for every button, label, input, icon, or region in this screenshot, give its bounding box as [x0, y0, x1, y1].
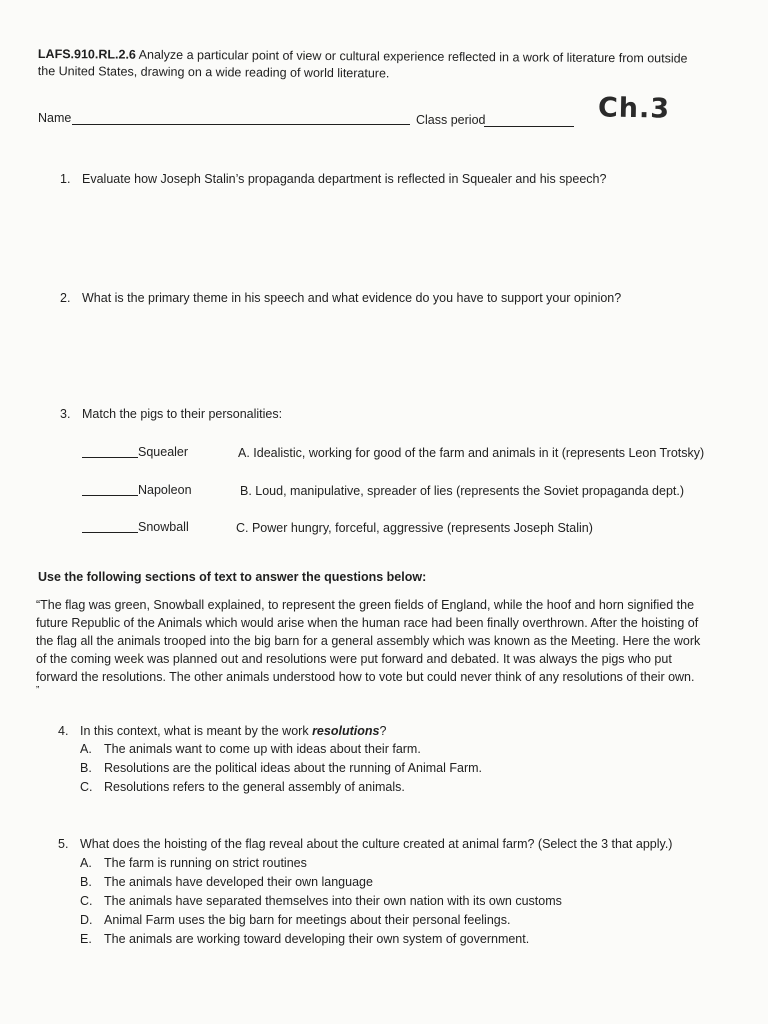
option-letter: B. [80, 875, 92, 889]
option-letter: E. [80, 932, 92, 946]
match-answer-blank[interactable] [82, 457, 138, 458]
question-3-number: 3. [60, 407, 71, 421]
match-row [82, 519, 732, 539]
option-text: The animals are working toward developing their own system of government. [104, 932, 530, 946]
question-4-option[interactable] [80, 741, 421, 758]
match-pig-name: Napoleon [138, 483, 192, 497]
match-row [82, 482, 732, 502]
match-pig-name: Snowball [138, 520, 189, 534]
passage-line: forward the resolutions. The other animals understood how to vote but could never think of any resolutions of their own. [36, 670, 695, 684]
passage-line: future Republic of the Animals which would arise when the human race had been finally overthrown. After the hoisting of [36, 616, 699, 630]
question-5 [58, 836, 672, 853]
option-text: The animals want to come up with ideas about their farm. [104, 742, 421, 756]
question-4-number: 4. [58, 724, 69, 738]
question-1 [60, 171, 606, 188]
option-text: Resolutions are the political ideas about the running of Animal Farm. [104, 761, 482, 775]
question-4-text-before: In this context, what is meant by the work [80, 724, 313, 738]
class-period-label: Class period [416, 113, 486, 127]
passage-line: of the coming week was planned out and resolutions were put forward and debated. It was always the pigs who put [36, 652, 672, 666]
option-letter: C. [80, 780, 93, 794]
standard-description [38, 46, 728, 85]
option-text: The animals have separated themselves into their own nation with its own customs [104, 894, 562, 908]
question-3 [60, 406, 282, 423]
question-2-number: 2. [60, 291, 71, 305]
question-4-option[interactable] [80, 760, 482, 777]
question-5-number: 5. [58, 837, 69, 851]
match-answer-blank[interactable] [82, 532, 138, 533]
question-5-text: What does the hoisting of the flag reveal about the culture created at animal farm? (Select the 3 that apply.) [80, 837, 673, 851]
standard-text-line1: Analyze a particular point of view or cultural experience reflected in a work of literature from outside [135, 47, 688, 66]
question-4-emphasis: resolutions [312, 724, 380, 738]
name-label: Name [38, 111, 72, 125]
match-row [82, 444, 732, 464]
question-5-option[interactable] [80, 912, 510, 929]
question-3-text: Match the pigs to their personalities: [82, 407, 283, 421]
name-field[interactable] [72, 124, 410, 125]
question-4-text-after: ? [379, 724, 387, 738]
passage-line: the flag all the animals trooped into the big barn for a general assembly which was known as the Meeting. Here the work [36, 634, 701, 648]
question-1-number: 1. [60, 172, 71, 186]
option-text: Resolutions refers to the general assembly of animals. [104, 780, 405, 794]
option-text: The animals have developed their own language [104, 875, 373, 889]
standard-code: LAFS.910.RL.2.6 [37, 46, 136, 62]
standard-text-line2: the United States, drawing on a wide reading of world literature. [37, 63, 390, 81]
chapter-handwritten: Ch.3 [597, 92, 671, 125]
passage-line: “The flag was green, Snowball explained, to represent the green fields of England, while the hoof and horn signified the [36, 598, 695, 612]
option-letter: A. [80, 856, 92, 870]
match-option: A. Idealistic, working for good of the farm and animals in it (represents Leon Trotsky) [238, 446, 705, 460]
section-heading: Use the following sections of text to answer the questions below: [38, 570, 427, 584]
passage-line: ” [36, 685, 40, 696]
question-2 [60, 290, 621, 307]
option-text: The farm is running on strict routines [104, 856, 307, 870]
question-2-text: What is the primary theme in his speech and what evidence do you have to support your opinion? [82, 291, 622, 305]
question-5-option[interactable] [80, 855, 307, 872]
question-5-option[interactable] [80, 893, 562, 910]
question-5-option[interactable] [80, 874, 373, 891]
passage [36, 596, 736, 696]
question-4 [58, 723, 386, 740]
match-pig-name: Squealer [138, 445, 189, 459]
option-letter: C. [80, 894, 93, 908]
match-option: C. Power hungry, forceful, aggressive (represents Joseph Stalin) [236, 521, 593, 535]
option-letter: D. [80, 913, 93, 927]
class-period-field[interactable] [484, 126, 574, 127]
question-1-text: Evaluate how Joseph Stalin’s propaganda department is reflected in Squealer and his speech? [82, 172, 607, 186]
option-letter: A. [80, 742, 92, 756]
question-4-option[interactable] [80, 779, 405, 796]
match-answer-blank[interactable] [82, 495, 138, 496]
option-letter: B. [80, 761, 92, 775]
question-5-option[interactable] [80, 931, 529, 948]
option-text: Animal Farm uses the big barn for meetings about their personal feelings. [104, 913, 511, 927]
match-option: B. Loud, manipulative, spreader of lies (represents the Soviet propaganda dept.) [240, 484, 685, 498]
